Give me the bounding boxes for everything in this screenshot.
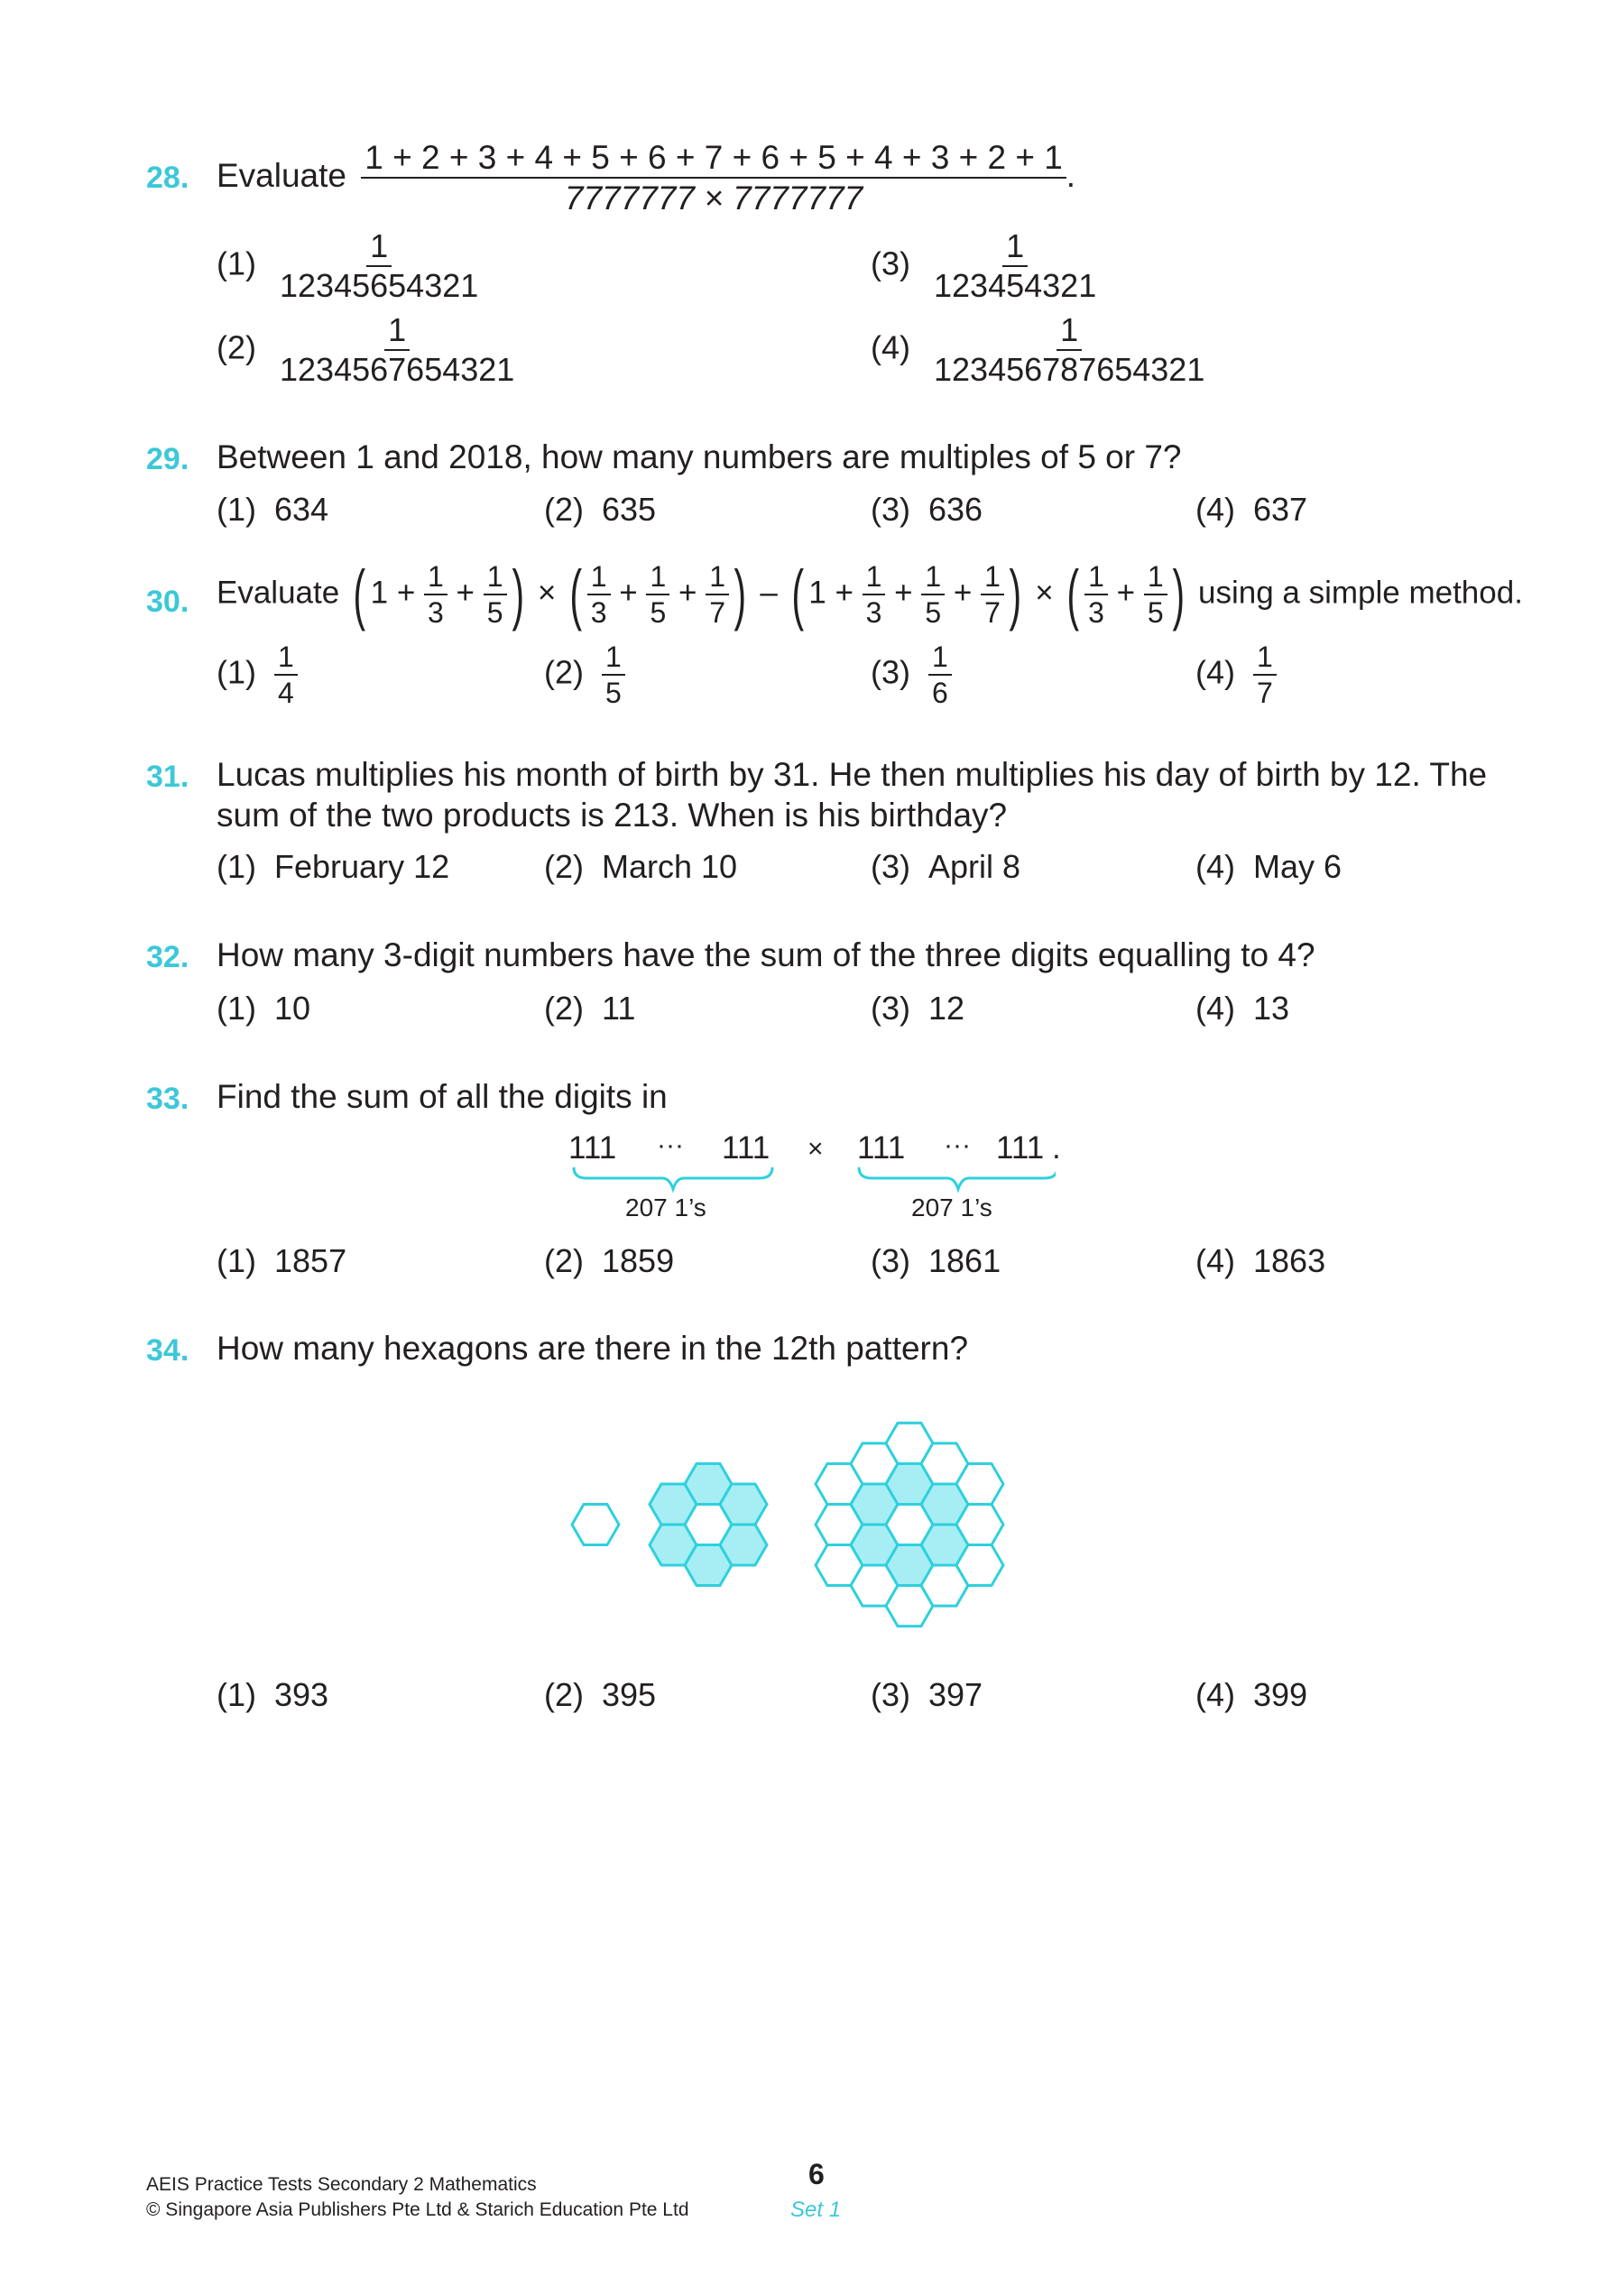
q33-brace-label-2: 207 1’s bbox=[911, 1194, 992, 1221]
fraction-denominator: 6 bbox=[932, 677, 948, 709]
fraction-denominator: 3 bbox=[590, 596, 607, 629]
fraction-denominator: 4 bbox=[278, 677, 294, 709]
q30-lead: Evaluate bbox=[217, 575, 340, 611]
q28-option-3[interactable] bbox=[871, 227, 1100, 304]
option-label: (3) bbox=[871, 244, 910, 282]
footer-copyright: © Singapore Asia Publishers Pte Ltd & Starich Education Pte Ltd bbox=[146, 2199, 689, 2220]
option-value: 399 bbox=[1253, 1676, 1308, 1713]
fraction-numerator: 1 bbox=[646, 562, 669, 595]
term: 1 bbox=[808, 575, 826, 611]
option-value: 10 bbox=[274, 990, 311, 1027]
plus-sign: + bbox=[835, 575, 854, 611]
option-fraction bbox=[274, 642, 298, 707]
question-number: 33. bbox=[146, 1082, 189, 1116]
hexagon bbox=[720, 1525, 767, 1565]
plus-sign: + bbox=[396, 575, 416, 611]
option-fraction bbox=[930, 311, 1208, 388]
option-label: (4) bbox=[1195, 848, 1235, 885]
fraction-denominator: 5 bbox=[650, 596, 667, 629]
times-sign: × bbox=[1035, 575, 1054, 611]
fraction-denominator: 3 bbox=[865, 596, 882, 629]
q30-option-2[interactable] bbox=[544, 642, 625, 707]
q33-group1-right: 111 bbox=[722, 1130, 770, 1166]
option-label: (1) bbox=[217, 244, 256, 282]
option-label: (3) bbox=[871, 1242, 910, 1279]
page-number: 6 bbox=[808, 2158, 825, 2190]
option-fraction bbox=[930, 227, 1100, 304]
fraction-denominator: 7 bbox=[1257, 677, 1273, 709]
option-value: 1857 bbox=[274, 1242, 347, 1279]
fraction bbox=[1144, 562, 1167, 627]
option-value: 1861 bbox=[928, 1242, 1001, 1279]
option-label: (3) bbox=[871, 1676, 910, 1713]
option-label: (3) bbox=[871, 491, 910, 528]
option-value: 395 bbox=[602, 1676, 657, 1713]
q33-period: . bbox=[1052, 1130, 1061, 1166]
option-label: (1) bbox=[217, 491, 256, 528]
option-label: (1) bbox=[217, 848, 256, 885]
option-label: (2) bbox=[544, 1242, 584, 1279]
fraction-denominator: 7 bbox=[984, 596, 1001, 629]
q33-times-sign: × bbox=[807, 1134, 824, 1164]
option-value: 635 bbox=[602, 491, 657, 528]
fraction-numerator: 1 bbox=[1002, 230, 1028, 267]
q32-option-2[interactable] bbox=[544, 990, 635, 1028]
option-fraction bbox=[276, 311, 518, 388]
fraction-numerator: 1 bbox=[928, 642, 952, 676]
fraction-numerator: 1 bbox=[587, 562, 611, 595]
option-label: (4) bbox=[1195, 491, 1235, 528]
q33-group2-right: 111 bbox=[996, 1130, 1045, 1166]
footer-book-title: AEIS Practice Tests Secondary 2 Mathematics bbox=[146, 2174, 537, 2195]
fraction-numerator: 1 bbox=[1084, 562, 1108, 595]
plus-sign: + bbox=[953, 575, 973, 611]
q28-option-4[interactable] bbox=[871, 311, 1208, 388]
option-value: 393 bbox=[274, 1676, 329, 1713]
q34-option-3[interactable] bbox=[871, 1676, 983, 1714]
q33-stem: Find the sum of all the digits in bbox=[217, 1078, 668, 1115]
q28-lead: Evaluate bbox=[217, 156, 346, 194]
q28-denominator: 7777777 × 7777777 bbox=[564, 180, 863, 217]
option-value: 634 bbox=[274, 491, 329, 528]
fraction bbox=[484, 562, 507, 627]
left-paren: ( bbox=[569, 557, 583, 631]
fraction bbox=[424, 562, 448, 627]
fraction-denominator: 123456787654321 bbox=[934, 351, 1205, 388]
option-label: (4) bbox=[871, 328, 910, 366]
fraction-denominator: 5 bbox=[1147, 596, 1164, 629]
fraction bbox=[981, 562, 1004, 627]
right-paren: ) bbox=[512, 557, 524, 631]
fraction-numerator: 1 bbox=[981, 562, 1004, 595]
option-label: (4) bbox=[1195, 653, 1235, 691]
fraction-denominator: 5 bbox=[925, 596, 942, 629]
plus-sign: + bbox=[1116, 575, 1136, 611]
q28-option-1[interactable] bbox=[217, 227, 482, 304]
option-label: (1) bbox=[217, 990, 256, 1027]
option-label: (2) bbox=[544, 653, 584, 691]
option-fraction bbox=[276, 227, 482, 304]
q33-option-4[interactable] bbox=[1195, 1242, 1325, 1280]
right-paren: ) bbox=[1172, 557, 1185, 631]
fraction-numerator: 1 bbox=[1144, 562, 1167, 595]
option-label: (2) bbox=[544, 990, 584, 1027]
left-paren: ( bbox=[791, 557, 804, 631]
q30-option-3[interactable] bbox=[871, 642, 952, 707]
fraction-denominator: 123454321 bbox=[934, 267, 1097, 304]
fraction-denominator: 7 bbox=[709, 596, 725, 629]
option-value: April 8 bbox=[928, 848, 1021, 885]
q30-option-1[interactable] bbox=[217, 642, 298, 707]
option-label: (3) bbox=[871, 990, 910, 1027]
question-number: 28. bbox=[146, 161, 189, 195]
q32-option-4[interactable] bbox=[1195, 990, 1289, 1028]
q29-option-1[interactable] bbox=[217, 491, 328, 529]
hexagon bbox=[720, 1484, 767, 1525]
q32-option-3[interactable] bbox=[871, 990, 964, 1028]
question-number: 29. bbox=[146, 442, 189, 476]
option-value: February 12 bbox=[274, 848, 450, 885]
term: 1 bbox=[370, 575, 389, 611]
fraction bbox=[587, 562, 611, 627]
option-label: (2) bbox=[217, 328, 256, 366]
option-value: May 6 bbox=[1253, 848, 1343, 885]
question-number: 32. bbox=[146, 940, 189, 974]
plus-sign: + bbox=[678, 575, 697, 611]
fraction-numerator: 1 bbox=[1057, 314, 1082, 351]
set-label: Set 1 bbox=[790, 2198, 842, 2222]
option-label: (1) bbox=[217, 653, 256, 691]
q30-tail: using a simple method. bbox=[1198, 575, 1523, 611]
fraction bbox=[921, 562, 945, 627]
fraction-denominator: 1234567654321 bbox=[280, 351, 515, 388]
fraction-denominator: 5 bbox=[486, 596, 503, 629]
fraction bbox=[706, 562, 729, 627]
q31-option-2[interactable] bbox=[544, 848, 737, 886]
option-label: (1) bbox=[217, 1676, 256, 1713]
q32-option-1[interactable] bbox=[217, 990, 310, 1028]
q34-option-2[interactable] bbox=[544, 1676, 656, 1714]
question-number: 30. bbox=[146, 585, 189, 619]
left-paren: ( bbox=[1066, 557, 1080, 631]
q30-option-4[interactable] bbox=[1195, 642, 1277, 707]
fraction-numerator: 1 bbox=[484, 562, 507, 595]
q31-stem-line1: Lucas multiplies his month of birth by 31. He then multiplies his day of birth by 12. The bbox=[217, 756, 1488, 793]
q33-group2-left: 111 bbox=[857, 1130, 906, 1166]
q28-stem bbox=[217, 141, 1075, 215]
fraction-denominator: 3 bbox=[428, 596, 444, 629]
option-value: 636 bbox=[928, 491, 983, 528]
option-label: (2) bbox=[544, 491, 584, 528]
fraction-numerator: 1 bbox=[863, 562, 886, 595]
option-value: 12 bbox=[928, 990, 965, 1027]
q34-option-1[interactable] bbox=[217, 1676, 328, 1714]
underbrace-right bbox=[859, 1167, 1056, 1189]
fraction-numerator: 1 bbox=[1253, 642, 1277, 676]
plus-sign: + bbox=[619, 575, 638, 611]
fraction-numerator: 1 bbox=[921, 562, 945, 595]
q28-option-2[interactable] bbox=[217, 311, 518, 388]
q31-option-1[interactable] bbox=[217, 848, 449, 886]
fraction-denominator: 12345654321 bbox=[280, 267, 479, 304]
option-label: (4) bbox=[1195, 1676, 1235, 1713]
option-fraction bbox=[928, 642, 952, 707]
plus-sign: + bbox=[894, 575, 913, 611]
option-label: (4) bbox=[1195, 1242, 1235, 1279]
q33-brace-label-1: 207 1’s bbox=[625, 1194, 706, 1221]
option-label: (3) bbox=[871, 653, 910, 691]
q31-option-4[interactable] bbox=[1195, 848, 1342, 886]
option-label: (4) bbox=[1195, 990, 1235, 1027]
q33-dots1: ··· bbox=[657, 1130, 684, 1160]
option-value: 1859 bbox=[602, 1242, 675, 1279]
q34-option-4[interactable] bbox=[1195, 1676, 1307, 1714]
hexagon-pattern-figure bbox=[541, 1389, 1101, 1660]
q31-option-3[interactable] bbox=[871, 848, 1020, 886]
q32-stem: How many 3-digit numbers have the sum of the three digits equalling to 4? bbox=[217, 936, 1315, 973]
plus-sign: + bbox=[456, 575, 475, 611]
hexagon bbox=[956, 1505, 1003, 1545]
question-number: 31. bbox=[146, 760, 189, 794]
option-label: (3) bbox=[871, 848, 910, 885]
fraction-denominator: 3 bbox=[1088, 596, 1104, 629]
option-value: 11 bbox=[602, 990, 636, 1027]
times-sign: × bbox=[537, 575, 557, 611]
option-value: 637 bbox=[1253, 491, 1308, 528]
q28-main-fraction bbox=[361, 141, 1066, 215]
fraction-numerator: 1 bbox=[384, 314, 410, 351]
fraction-numerator: 1 bbox=[424, 562, 448, 595]
q29-stem: Between 1 and 2018, how many numbers are multiples of 5 or 7? bbox=[217, 438, 1182, 475]
fraction-numerator: 1 bbox=[274, 642, 298, 676]
option-value: 397 bbox=[928, 1676, 983, 1713]
right-paren: ) bbox=[1009, 557, 1021, 631]
q28-numerator: 1 + 2 + 3 + 4 + 5 + 6 + 7 + 6 + 5 + 4 + 3 + 2 + 1 bbox=[361, 141, 1066, 179]
minus-sign: – bbox=[760, 575, 778, 611]
option-fraction bbox=[602, 642, 625, 707]
q29-option-4[interactable] bbox=[1195, 491, 1307, 529]
q33-dots2: ··· bbox=[944, 1130, 971, 1160]
right-paren: ) bbox=[734, 557, 747, 631]
option-value: 1863 bbox=[1253, 1242, 1326, 1279]
q33-option-2[interactable] bbox=[544, 1242, 674, 1280]
q28-period: . bbox=[1066, 156, 1076, 194]
fraction-numerator: 1 bbox=[602, 642, 625, 676]
fraction bbox=[863, 562, 886, 627]
q29-option-2[interactable] bbox=[544, 491, 656, 529]
fraction-numerator: 1 bbox=[366, 230, 392, 267]
option-fraction bbox=[1253, 642, 1277, 707]
question-number: 34. bbox=[146, 1333, 189, 1368]
hexagon bbox=[956, 1464, 1003, 1505]
q30-stem bbox=[217, 557, 1523, 631]
q33-option-3[interactable] bbox=[871, 1242, 1001, 1280]
option-value: March 10 bbox=[602, 848, 738, 885]
fraction-numerator: 1 bbox=[706, 562, 729, 595]
fraction-denominator: 5 bbox=[605, 677, 622, 709]
option-label: (2) bbox=[544, 848, 584, 885]
hexagon bbox=[956, 1545, 1003, 1586]
q29-option-3[interactable] bbox=[871, 491, 983, 529]
underbrace-left bbox=[574, 1167, 772, 1189]
left-paren: ( bbox=[353, 557, 366, 631]
option-label: (2) bbox=[544, 1676, 584, 1713]
q31-stem-line2: sum of the two products is 213. When is his birthday? bbox=[217, 797, 1008, 834]
hexagon bbox=[572, 1505, 619, 1545]
q34-stem: How many hexagons are there in the 12th pattern? bbox=[217, 1330, 969, 1367]
option-label: (1) bbox=[217, 1242, 256, 1279]
q33-group1-left: 111 bbox=[568, 1130, 617, 1166]
fraction bbox=[1084, 562, 1108, 627]
q33-option-1[interactable] bbox=[217, 1242, 346, 1280]
fraction bbox=[646, 562, 669, 627]
option-value: 13 bbox=[1253, 990, 1290, 1027]
